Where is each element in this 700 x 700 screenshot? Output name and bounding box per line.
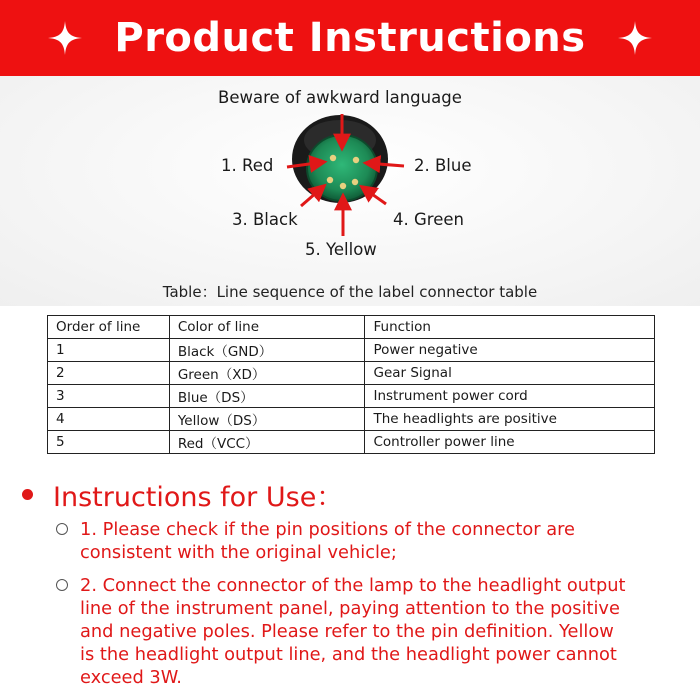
table-header-row: [48, 316, 655, 339]
step-line: and negative poles. Please refer to the pin definition. Yellow: [80, 621, 614, 642]
header-banner: [0, 0, 700, 76]
pin-dot: [327, 177, 333, 183]
step-line: line of the instrument panel, paying attention to the positive: [80, 598, 620, 619]
line-sequence-table: [47, 315, 655, 454]
table-row: [48, 408, 655, 431]
sparkle-icon: [618, 21, 652, 55]
table-row: [48, 362, 655, 385]
table-cell: 4: [48, 408, 170, 431]
column-header: Order of line: [48, 316, 170, 339]
pin-label-red: 1. Red: [221, 156, 274, 175]
pin-label-black: 3. Black: [232, 210, 298, 229]
table-cell: Blue（DS）: [169, 385, 365, 408]
table-row: [48, 339, 655, 362]
column-header: Color of line: [169, 316, 365, 339]
step-line: 2. Connect the connector of the lamp to the headlight output: [80, 575, 626, 596]
pin-label-green: 4. Green: [393, 210, 464, 229]
bullet-dot-icon: [22, 489, 33, 500]
step-line: 1. Please check if the pin positions of the connector are: [80, 519, 575, 540]
pin-dot: [330, 155, 336, 161]
instruction-step-1: [80, 518, 686, 564]
instruction-step-2: [80, 574, 686, 689]
table-cell: 1: [48, 339, 170, 362]
table-cell: 2: [48, 362, 170, 385]
table-cell: 5: [48, 431, 170, 454]
connector-diagram: [0, 76, 700, 276]
table-row: [48, 385, 655, 408]
table-cell: Red（VCC）: [169, 431, 365, 454]
table-row: [48, 431, 655, 454]
pin-dot: [340, 183, 346, 189]
table-caption: Table：Line sequence of the label connector table: [162, 283, 538, 301]
table-cell: Black（GND）: [169, 339, 365, 362]
instructions-title: Instructions for Use：: [53, 482, 344, 513]
table-cell: Yellow（DS）: [169, 408, 365, 431]
table-cell: Instrument power cord: [365, 385, 655, 408]
sparkle-icon: [48, 21, 82, 55]
pin-label-yellow: 5. Yellow: [305, 240, 377, 259]
table-cell: 3: [48, 385, 170, 408]
circle-bullet-icon: [56, 523, 68, 535]
page-title: Product Instructions: [114, 15, 586, 61]
circle-bullet-icon: [56, 579, 68, 591]
table-cell: Controller power line: [365, 431, 655, 454]
step-line: consistent with the original vehicle;: [80, 542, 397, 563]
table-cell: Power negative: [365, 339, 655, 362]
column-header: Function: [365, 316, 655, 339]
step-line: is the headlight output line, and the headlight power cannot: [80, 644, 617, 665]
table-cell: Gear Signal: [365, 362, 655, 385]
pin-dot: [352, 179, 358, 185]
step-line: exceed 3W.: [80, 667, 182, 688]
pin-label-blue: 2. Blue: [414, 156, 472, 175]
table-cell: The headlights are positive: [365, 408, 655, 431]
diagram-note: Beware of awkward language: [218, 88, 462, 107]
table-cell: Green（XD）: [169, 362, 365, 385]
pin-dot: [353, 157, 359, 163]
instructions-heading: [22, 475, 343, 514]
